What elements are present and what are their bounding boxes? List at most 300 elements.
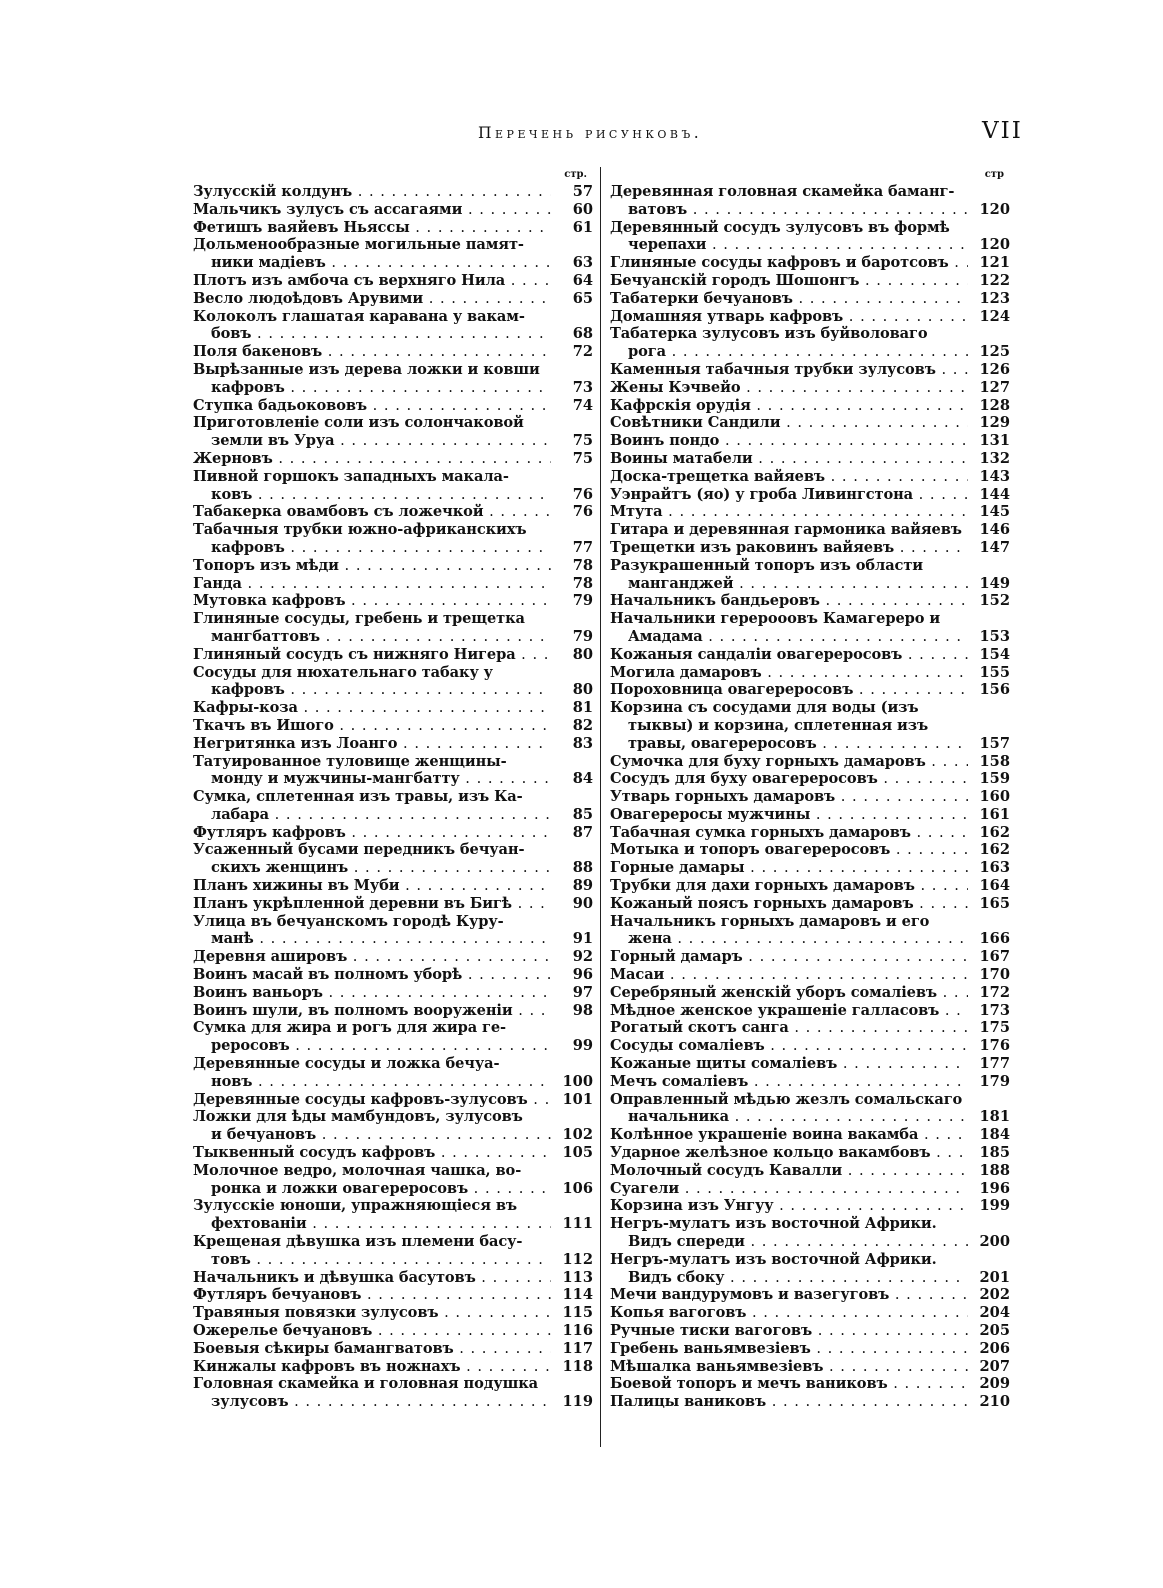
entry-title-line: Горные дамары . . . (610, 859, 968, 877)
entry-title-line: Усаженный бусами передникъ бечуан- (193, 841, 525, 859)
index-entry (193, 895, 593, 913)
entry-title-line: Деревянные сосуды и ложка бечуа- (193, 1055, 500, 1073)
index-entry (610, 699, 1010, 752)
entry-title-line: Сумочка для буху горныхъ дамаровъ . . . (610, 753, 968, 771)
entry-title-line: Кафрскія орудія . . . (610, 397, 968, 415)
index-entry (610, 468, 1010, 486)
entry-title-line: Дольменообразные могильные памят- (193, 236, 524, 254)
entry-title (610, 859, 968, 877)
entry-page-number: 79 (572, 592, 593, 610)
entry-page-number: 143 (979, 467, 1010, 485)
entry-page-number: 146 (979, 521, 1010, 539)
index-entry (193, 1358, 593, 1376)
entry-title-line: Пороховница овагереросовъ . . . (610, 681, 968, 699)
entry-title-line: Мальчикъ зулусъ съ ассагаями . . . (193, 201, 551, 219)
entry-title-line: Мечи вандурумовъ и вазегуговъ . . . (610, 1286, 968, 1304)
entry-title-line: Воинъ масай въ полномъ уборѣ . . . (193, 966, 551, 984)
index-entry (193, 966, 593, 984)
entry-title-line: Оправленный мѣдью жезлъ сомальскаго (610, 1090, 963, 1108)
entry-title-line: Зулусскіе юноши, упражняющіеся въ (193, 1197, 518, 1215)
entry-title (610, 254, 968, 272)
entry-page-number: 80 (572, 645, 593, 663)
index-entry (610, 414, 1010, 432)
entry-title-line: Совѣтники Сандили . . . (610, 414, 968, 432)
entry-title-line: Топоръ изъ мѣди . . . (193, 557, 551, 575)
index-entry (610, 770, 1010, 788)
entry-page-number: 206 (979, 1339, 1010, 1357)
entry-title-line: Корзина съ сосудами для воды (изъ (610, 699, 919, 717)
entry-title-line: Рогатый скотъ санга . . . (610, 1019, 968, 1037)
index-entry (610, 1162, 1010, 1180)
entry-title-line: Кожаные щиты сомаліевъ . . . (610, 1055, 968, 1073)
entry-title (610, 1304, 968, 1322)
entry-title (610, 1322, 968, 1340)
entry-title (610, 1393, 968, 1411)
entry-title (610, 770, 968, 788)
entry-title-line: Негритянка изъ Лоанго . . . (193, 735, 551, 753)
entry-title-line: ники мадіевъ . . . (193, 254, 551, 272)
entry-title-line: Каменныя табачныя трубки зулусовъ . . . (610, 361, 968, 379)
index-entry (193, 913, 593, 949)
entry-title (193, 183, 551, 201)
entry-page-number: 101 (562, 1090, 593, 1108)
entry-title-line: Головная скамейка и головная подушка (193, 1375, 539, 1393)
entry-title-line: Уэнрайтъ (яо) у гроба Ливингстона . . . (610, 486, 968, 504)
index-entry (610, 450, 1010, 468)
entry-title (610, 290, 968, 308)
index-entry (193, 219, 593, 237)
entry-title (610, 361, 968, 379)
index-entry (610, 290, 1010, 308)
entry-title-line: Ударное желѣзное кольцо вакамбовъ . . . (610, 1144, 968, 1162)
entry-title-line: Колоколъ глашатая каравана у вакам- (193, 307, 525, 325)
index-entry (193, 1091, 593, 1109)
index-entry (193, 575, 593, 593)
entry-page-number: 74 (572, 396, 593, 414)
index-entry (193, 1144, 593, 1162)
entry-title (610, 806, 968, 824)
entry-title-line: Сосуды для нюхательнаго табаку у (193, 663, 493, 681)
index-entry (193, 1375, 593, 1411)
entry-title-line: Зулусскій колдунъ . . . (193, 183, 551, 201)
entry-title (610, 219, 968, 255)
entry-title-line: Ступка бадьокововъ . . . (193, 397, 551, 415)
entry-title-line: Суагели . . . (610, 1180, 968, 1198)
index-entry (610, 1091, 1010, 1127)
entry-title-line: Глиняные сосуды кафровъ и баротсовъ . . . (610, 254, 968, 272)
entry-title-line: Приготовленіе соли изъ солончаковой (193, 414, 524, 432)
entry-title-line: Кафры-коза . . . (193, 699, 551, 717)
entry-page-number: 76 (572, 485, 593, 503)
entry-title-line: Травяныя повязки зулусовъ . . . (193, 1304, 551, 1322)
entry-title-line: земли въ Уруа . . . (193, 432, 551, 450)
index-entry (193, 343, 593, 361)
entry-title-line: Мотыка и топоръ овагереросовъ . . . (610, 841, 968, 859)
entry-page-number: 199 (979, 1197, 1010, 1215)
entry-page-number: 57 (572, 183, 593, 200)
entry-page-number: 184 (979, 1126, 1010, 1144)
entry-page-number: 117 (562, 1339, 593, 1357)
entry-title-line: Масаи . . . (610, 966, 968, 984)
entry-title (193, 966, 551, 984)
entry-page-number: 72 (572, 343, 593, 361)
entry-title-line: Сумка для жира и рогъ для жира ге- (193, 1019, 507, 1037)
entry-page-number: 99 (572, 1037, 593, 1055)
entry-page-number: 114 (562, 1286, 593, 1304)
entry-page-number: 73 (572, 378, 593, 396)
entry-title (193, 1162, 551, 1198)
index-entry (610, 361, 1010, 379)
entry-title (193, 397, 551, 415)
entry-page-number: 68 (572, 325, 593, 343)
index-entry (610, 841, 1010, 859)
entry-page-number: 172 (979, 983, 1010, 1001)
index-entry (610, 824, 1010, 842)
entry-title (610, 1215, 968, 1251)
entry-title (610, 397, 968, 415)
entry-title-line: Видъ спереди . . . (610, 1233, 968, 1251)
entry-title-line: Сумка, сплетенная изъ травы, изъ Ка- (193, 788, 523, 806)
entry-title (610, 325, 968, 361)
entry-page-number: 102 (562, 1126, 593, 1144)
entry-title (193, 219, 551, 237)
entry-title (193, 521, 551, 557)
index-entry (193, 521, 593, 557)
entry-page-number: 164 (979, 877, 1010, 895)
entry-title (610, 664, 968, 682)
index-entry (193, 1108, 593, 1144)
entry-title-line: Ложки для ѣды мамбундовъ, зулусовъ (193, 1108, 523, 1126)
entry-page-number: 122 (979, 271, 1010, 289)
entry-page-number: 154 (979, 645, 1010, 663)
entry-title (193, 236, 551, 272)
entry-title (193, 699, 551, 717)
entry-title-line: и бечуановъ . . . (193, 1126, 551, 1144)
entry-title-line: Серебряный женскій уборъ сомаліевъ . . . (610, 984, 968, 1002)
entry-title-line: Кожаный поясъ горныхъ дамаровъ . . . (610, 895, 968, 913)
entry-title (193, 361, 551, 397)
entry-title-line: Мутовка кафровъ . . . (193, 592, 551, 610)
index-entry (610, 1180, 1010, 1198)
index-entry (610, 1340, 1010, 1358)
entry-title (610, 699, 968, 752)
index-entry (610, 219, 1010, 255)
page-column-label: стр. (564, 169, 587, 180)
entry-page-number: 113 (562, 1268, 593, 1286)
index-entry (610, 272, 1010, 290)
entry-title (193, 841, 551, 877)
index-entry (610, 966, 1010, 984)
entry-title-line: Негръ-мулатъ изъ восточной Африки. (610, 1215, 937, 1233)
index-entry (193, 272, 593, 290)
entry-title-line: Вырѣзанные изъ дерева ложки и ковши (193, 360, 540, 378)
entry-title (193, 1019, 551, 1055)
entry-page-number: 153 (979, 627, 1010, 645)
entry-page-number: 115 (562, 1304, 593, 1322)
entry-title-line: манѣ . . . (193, 930, 551, 948)
index-entry (193, 1269, 593, 1287)
entry-page-number: 60 (572, 200, 593, 218)
entry-page-number: 119 (562, 1393, 593, 1411)
entry-title (610, 1019, 968, 1037)
entry-title (610, 414, 968, 432)
entry-title-line: Боевой топоръ и мечъ ваниковъ . . . (610, 1375, 968, 1393)
index-entry (193, 414, 593, 450)
entry-title (610, 753, 968, 771)
entry-title-line: Фетишъ ваяйевъ Ньяссы . . . (193, 219, 551, 237)
index-entry (610, 1304, 1010, 1322)
index-entry (610, 984, 1010, 1002)
index-entry (610, 503, 1010, 521)
entry-title-line: Табакерка овамбовъ съ ложечкой . . . (193, 503, 551, 521)
entry-title (610, 1180, 968, 1198)
index-entry (193, 308, 593, 344)
entry-title-line: Разукрашенный топоръ изъ области (610, 556, 924, 574)
entry-page-number: 80 (572, 681, 593, 699)
entry-page-number: 181 (979, 1108, 1010, 1126)
entry-page-number: 123 (979, 289, 1010, 307)
entry-page-number: 127 (979, 378, 1010, 396)
entry-title (193, 735, 551, 753)
entry-page-number: 84 (572, 770, 593, 788)
entry-title-line: травы, овагереросовъ . . . (610, 735, 968, 753)
entry-title-line: Воинъ пондо . . . (610, 432, 968, 450)
entry-page-number: 78 (572, 556, 593, 574)
entry-title-line: Воинъ шули, въ полномъ вооруженіи . . . (193, 1002, 551, 1020)
index-entry (193, 592, 593, 610)
entry-title-line: Доска-трещетка вайяевъ . . . (610, 468, 968, 486)
index-entry (610, 1358, 1010, 1376)
entry-title-line: фехтованіи . . . (193, 1215, 551, 1233)
entry-title-line: Молочный сосудъ Кавалли . . . (610, 1162, 968, 1180)
entry-page-number: 64 (572, 271, 593, 289)
entry-title (610, 450, 968, 468)
entry-title (610, 592, 968, 610)
entry-title-line: Могила дамаровъ . . . (610, 664, 968, 682)
entry-page-number: 125 (979, 343, 1010, 361)
entry-title-line: Трубки для дахи горныхъ дамаровъ . . . (610, 877, 968, 895)
entry-title-line: Футляръ кафровъ . . . (193, 824, 551, 842)
entry-page-number: 162 (979, 823, 1010, 841)
entry-page-number: 96 (572, 966, 593, 984)
entry-page-number: 118 (562, 1357, 593, 1375)
entry-page-number: 163 (979, 859, 1010, 877)
entry-title (610, 1286, 968, 1304)
entry-title-line: черепахи . . . (610, 236, 968, 254)
entry-title-line: Сосуды сомаліевъ . . . (610, 1037, 968, 1055)
index-entry (610, 1286, 1010, 1304)
column-divider (600, 167, 601, 1447)
entry-page-number: 81 (572, 699, 593, 717)
entry-page-number: 210 (979, 1393, 1010, 1411)
entry-title-line: Ручные тиски вагоговъ . . . (610, 1322, 968, 1340)
entry-title-line: Тыквенный сосудъ кафровъ . . . (193, 1144, 551, 1162)
entry-page-number: 131 (979, 432, 1010, 450)
entry-title-line: Мѣдное женское украшеніе галласовъ . . . (610, 1002, 968, 1020)
entry-page-number: 82 (572, 716, 593, 734)
entry-title (610, 557, 968, 593)
entry-page-number: 120 (979, 200, 1010, 218)
entry-page-number: 90 (572, 894, 593, 912)
entry-title (193, 1144, 551, 1162)
index-entry (193, 753, 593, 789)
entry-title (193, 468, 551, 504)
entry-title-line: Кожаныя сандаліи овагереросовъ . . . (610, 646, 968, 664)
index-entry (610, 397, 1010, 415)
index-entry (193, 1286, 593, 1304)
index-entry (193, 290, 593, 308)
entry-page-number: 91 (572, 930, 593, 948)
entry-page-number: 116 (562, 1322, 593, 1339)
entry-title (610, 895, 968, 913)
entry-title (610, 1162, 968, 1180)
entry-title-line: Видъ сбоку . . . (610, 1269, 968, 1287)
entry-page-number: 145 (979, 503, 1010, 521)
entry-page-number: 65 (572, 289, 593, 307)
entry-title (193, 575, 551, 593)
entry-title (610, 486, 968, 504)
entry-title-line: новъ . . . (193, 1073, 551, 1091)
entry-title (610, 432, 968, 450)
entry-title (610, 610, 968, 646)
entry-title-line: реросовъ . . . (193, 1037, 551, 1055)
entry-title (193, 1055, 551, 1091)
index-entry (610, 432, 1010, 450)
entry-title (193, 913, 551, 949)
entry-title (193, 1269, 551, 1287)
entry-title (193, 503, 551, 521)
entry-title-line: зулусовъ . . . (193, 1393, 551, 1411)
entry-title (193, 824, 551, 842)
entry-title-line: Крещеная дѣвушка изъ племени басу- (193, 1233, 523, 1251)
index-entry (193, 984, 593, 1002)
entry-page-number: 121 (979, 254, 1010, 272)
entry-page-number: 200 (979, 1233, 1010, 1251)
index-entry (610, 1375, 1010, 1393)
entry-title (193, 1322, 551, 1340)
entry-title (193, 1108, 551, 1144)
entry-title (193, 1358, 551, 1376)
entry-title-line: Трещетки изъ раковинъ вайяевъ . . . (610, 539, 968, 557)
entry-title (193, 877, 551, 895)
left-entries (193, 183, 593, 1411)
entry-page-number: 98 (572, 1001, 593, 1019)
entry-title-line: рога . . . (610, 343, 968, 361)
entry-page-number: 105 (562, 1144, 593, 1162)
entry-title-line: Утварь горныхъ дамаровъ . . . (610, 788, 968, 806)
entry-title-line: Жены Кэчвейо . . . (610, 379, 968, 397)
index-entry (610, 1393, 1010, 1411)
index-entry (610, 1055, 1010, 1073)
index-entry (193, 236, 593, 272)
index-entry (193, 1002, 593, 1020)
index-entry (193, 877, 593, 895)
index-entry (193, 610, 593, 646)
entry-title (610, 272, 968, 290)
entry-title (193, 1304, 551, 1322)
entry-page-number: 202 (979, 1286, 1010, 1304)
entry-title-line: Табачная сумка горныхъ дамаровъ . . . (610, 824, 968, 842)
entry-title-line: Молочное ведро, молочная чашка, во- (193, 1161, 522, 1179)
entry-title-line: Ганда . . . (193, 575, 551, 593)
entry-title-line: Боевыя сѣкиры бамангватовъ . . . (193, 1340, 551, 1358)
entry-page-number: 159 (979, 770, 1010, 788)
entry-page-number: 78 (572, 574, 593, 592)
entry-page-number: 209 (979, 1375, 1010, 1393)
entry-page-number: 83 (572, 734, 593, 752)
entry-title-line: Сосудъ для буху овагереросовъ . . . (610, 770, 968, 788)
entry-page-number: 185 (979, 1144, 1010, 1162)
index-entry (193, 1162, 593, 1198)
entry-title-line: Горный дамаръ . . . (610, 948, 968, 966)
index-entry (193, 1340, 593, 1358)
index-entry (193, 450, 593, 468)
entry-title (610, 539, 968, 557)
entry-title (610, 468, 968, 486)
entry-page-number: 61 (572, 218, 593, 236)
entry-page-number: 170 (979, 966, 1010, 984)
entry-title-line: начальника . . . (610, 1108, 968, 1126)
entry-title (610, 1340, 968, 1358)
entry-page-number: 126 (979, 360, 1010, 378)
index-entry (610, 646, 1010, 664)
entry-title-line: Татуированное туловище женщины- (193, 752, 507, 770)
entry-title (193, 1197, 551, 1233)
index-entry (610, 308, 1010, 326)
index-entry (610, 557, 1010, 593)
index-entry (610, 1037, 1010, 1055)
entry-title (193, 646, 551, 664)
entry-page-number: 92 (572, 948, 593, 966)
entry-page-number: 63 (572, 254, 593, 272)
entry-title-line: Начальники герерооовъ Камагереро и (610, 610, 941, 628)
entry-title (193, 272, 551, 290)
entry-page-number: 85 (572, 805, 593, 823)
index-entry (193, 948, 593, 966)
entry-title-line: Мтута . . . (610, 503, 968, 521)
page-number: VII (982, 118, 1023, 144)
index-entry (610, 859, 1010, 877)
index-entry (610, 183, 1010, 219)
entry-title-line: Воинъ ваньоръ . . . (193, 984, 551, 1002)
entry-title-line: Табатерки бечуановъ . . . (610, 290, 968, 308)
entry-title (610, 183, 968, 219)
entry-title-line: Пивной горшокъ западныхъ макала- (193, 467, 509, 485)
entry-title-line: ковъ . . . (193, 486, 551, 504)
entry-title-line: Футляръ бечуановъ . . . (193, 1286, 551, 1304)
index-entry (610, 1322, 1010, 1340)
index-entry (610, 1073, 1010, 1091)
entry-title (610, 503, 968, 521)
entry-page-number: 176 (979, 1037, 1010, 1055)
entry-title (610, 681, 968, 699)
entry-title-line: Глиняные сосуды, гребень и трещетка (193, 610, 525, 628)
index-entry (193, 397, 593, 415)
index-entry (193, 1055, 593, 1091)
entry-title-line: Деревня ашировъ . . . (193, 948, 551, 966)
entry-title (610, 1091, 968, 1127)
index-entry (193, 735, 593, 753)
entry-title-line: Амадама . . . (610, 628, 968, 646)
entry-page-number: 152 (979, 592, 1010, 610)
entry-title-line: Гитара и деревянная гармоника вайяевъ . . . (610, 521, 968, 539)
index-entry (193, 503, 593, 521)
entry-page-number: 166 (979, 930, 1010, 948)
entry-title (193, 343, 551, 361)
entry-title-line: Глиняный сосудъ съ нижняго Нигера . . . (193, 646, 551, 664)
index-entry (193, 664, 593, 700)
entry-title (610, 308, 968, 326)
